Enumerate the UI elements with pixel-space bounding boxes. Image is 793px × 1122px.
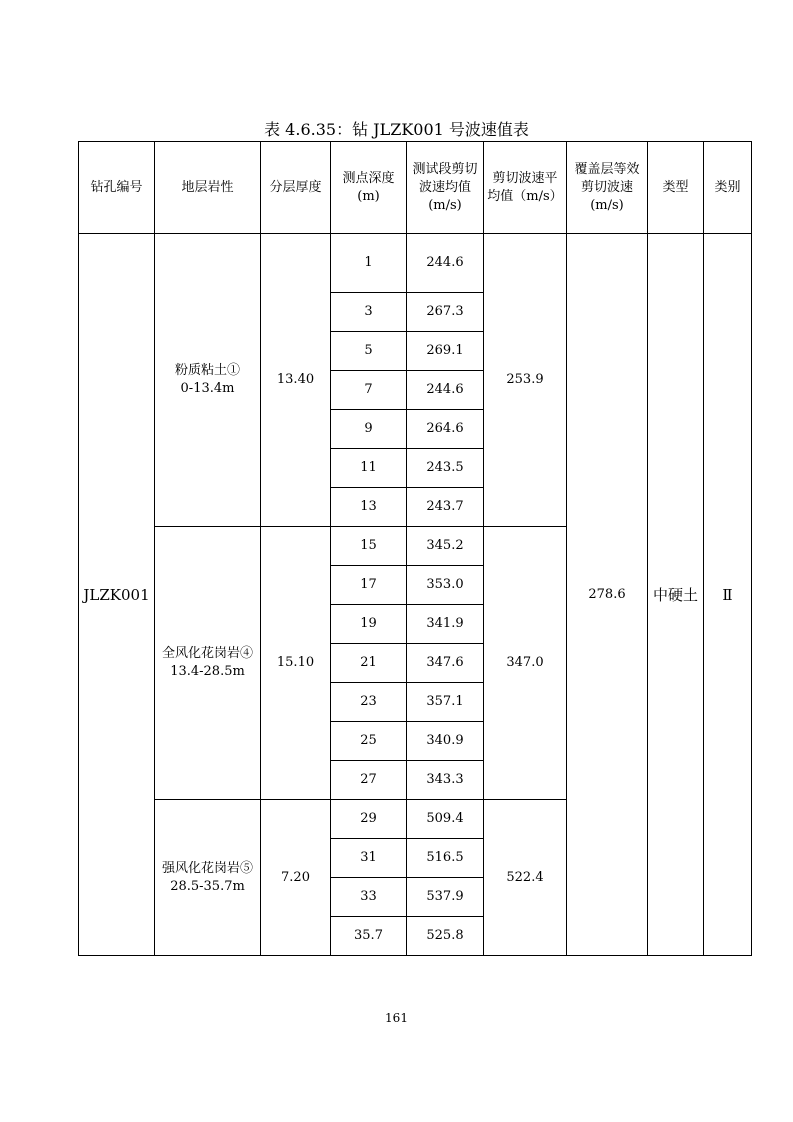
layer-3-stratum — [155, 800, 261, 956]
velocity-cell: 525.8 — [407, 917, 484, 956]
layer-2-thickness: 15.10 — [261, 527, 331, 800]
layer-2-name: 全风化花岗岩④ — [161, 646, 253, 661]
header-avg-line2: 均值（m/s） — [487, 188, 563, 204]
layer-1-stratum — [155, 234, 261, 527]
header-stratum: 地层岩性 — [155, 142, 261, 234]
header-seg-line2: 波速均值 — [418, 179, 471, 195]
layer-2-range: 13.4-28.5m — [170, 664, 245, 679]
layer-2-average: 347.0 — [484, 527, 567, 800]
layer-3-thickness: 7.20 — [261, 800, 331, 956]
layer-3-range: 28.5-35.7m — [170, 878, 245, 894]
velocity-cell: 340.9 — [407, 722, 484, 761]
layer-1-name: 粉质粘土① — [174, 363, 240, 378]
header-eq-line2: 剪切波速 — [580, 179, 633, 195]
velocity-cell: 269.1 — [407, 332, 484, 371]
layer-3-average: 522.4 — [484, 800, 567, 956]
layer-3-name: 强风化花岗岩⑤ — [161, 860, 253, 876]
header-seg-line1: 测试段剪切 — [412, 161, 478, 177]
depth-cell: 7 — [331, 371, 407, 410]
header-eq-line1: 覆盖层等效 — [574, 161, 640, 177]
depth-cell: 19 — [331, 605, 407, 644]
velocity-cell: 347.6 — [407, 644, 484, 683]
velocity-cell: 264.6 — [407, 410, 484, 449]
header-row — [79, 142, 752, 234]
velocity-cell: 537.9 — [407, 878, 484, 917]
layer-1-range: 0-13.4m — [180, 381, 235, 396]
depth-cell: 5 — [331, 332, 407, 371]
depth-cell: 13 — [331, 488, 407, 527]
header-equivalent-velocity — [567, 142, 648, 234]
table-row — [79, 234, 752, 293]
velocity-cell: 353.0 — [407, 566, 484, 605]
wave-velocity-table — [78, 141, 752, 956]
velocity-cell: 244.6 — [407, 234, 484, 293]
borehole-id: JLZK001 — [79, 234, 155, 956]
header-depth-line1: 测点深度 — [342, 170, 395, 186]
header-depth — [331, 142, 407, 234]
depth-cell: 25 — [331, 722, 407, 761]
header-avg-line1: 剪切波速平 — [492, 170, 558, 186]
page-number: 161 — [385, 1011, 408, 1025]
depth-cell: 21 — [331, 644, 407, 683]
depth-cell: 11 — [331, 449, 407, 488]
velocity-cell: 243.7 — [407, 488, 484, 527]
depth-cell: 23 — [331, 683, 407, 722]
depth-cell: 9 — [331, 410, 407, 449]
header-depth-line2: (m) — [357, 188, 380, 204]
velocity-cell: 267.3 — [407, 293, 484, 332]
velocity-cell: 243.5 — [407, 449, 484, 488]
header-seg-line3: (m/s) — [428, 197, 462, 213]
velocity-cell: 516.5 — [407, 839, 484, 878]
site-category: Ⅱ — [704, 234, 752, 956]
depth-cell: 29 — [331, 800, 407, 839]
velocity-cell: 343.3 — [407, 761, 484, 800]
header-thickness: 分层厚度 — [261, 142, 331, 234]
header-average-velocity — [484, 142, 567, 234]
table-title: 表 4.6.35：钻 JLZK001 号波速值表 — [264, 120, 529, 139]
velocity-cell: 345.2 — [407, 527, 484, 566]
depth-cell: 17 — [331, 566, 407, 605]
depth-cell: 15 — [331, 527, 407, 566]
equivalent-velocity: 278.6 — [567, 234, 648, 956]
depth-cell: 1 — [331, 234, 407, 293]
depth-cell: 31 — [331, 839, 407, 878]
depth-cell: 3 — [331, 293, 407, 332]
header-category: 类别 — [704, 142, 752, 234]
header-borehole: 钻孔编号 — [79, 142, 155, 234]
layer-2-stratum — [155, 527, 261, 800]
site-type: 中硬土 — [648, 234, 704, 956]
velocity-cell: 341.9 — [407, 605, 484, 644]
header-eq-line3: (m/s) — [590, 197, 624, 213]
depth-cell: 27 — [331, 761, 407, 800]
layer-1-thickness: 13.40 — [261, 234, 331, 527]
header-segment-velocity — [407, 142, 484, 234]
depth-cell: 33 — [331, 878, 407, 917]
velocity-cell: 509.4 — [407, 800, 484, 839]
header-type: 类型 — [648, 142, 704, 234]
velocity-cell: 244.6 — [407, 371, 484, 410]
depth-cell: 35.7 — [331, 917, 407, 956]
velocity-cell: 357.1 — [407, 683, 484, 722]
layer-1-average: 253.9 — [484, 234, 567, 527]
